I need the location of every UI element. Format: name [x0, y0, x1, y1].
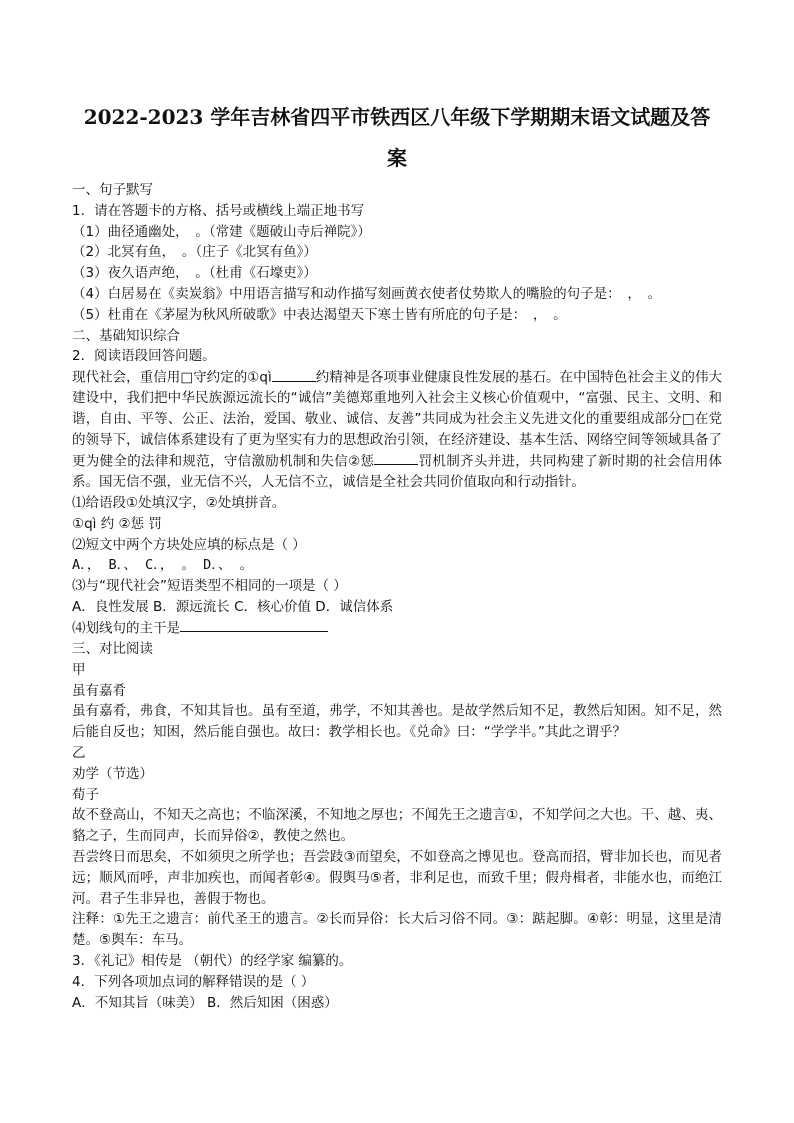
text-b-paragraph-2: 吾尝终日而思矣，不如须臾之所学也；吾尝跂③而望矣，不如登高之博见也。登高而招，臂非加长也，而见者远；顺风而呼，声非加疾也，而闻者彰④。假舆马⑤者，非利足也，而致千里；假舟楫者，非能水也，而绝江河。君子生非异也，善假于物也。 — [72, 849, 722, 907]
text-b-title: 劝学（节选） — [72, 765, 153, 782]
sub-question-2-options: A．， B．、 C．， 。 D．、 。 — [72, 557, 254, 574]
question-1-stem: 1．请在答题卡的方格、括号或横线上端正地书写 — [72, 202, 365, 219]
question-1-item-1: （1）曲径通幽处， 。（常建《题破山寺后禅院》） — [72, 223, 371, 240]
document-title: 2022-2023 学年吉林省四平市铁西区八年级下学期期末语文试题及答 — [83, 105, 711, 129]
answer-line — [180, 618, 328, 633]
reading-passage — [72, 367, 722, 493]
document-title-continued: 案 — [387, 146, 407, 170]
passage-part-2: 约精神是各项事业健康良性发展的基石。在中国特色社会主义的伟大建设中，我们把中华民族源远流长的“诚信”美德郑重地列入社会主义核心价值观中，“富强、民主、文明、和谐，自由、平等、公正、法治，爱国、敬业、诚信、友善”共同成为社会主义先进文化的重要组成部分□在党的领导下，诚信体系建设有了更为坚实有力的思想政治引领，在经济建设、基本生活、网络空间等领域具备了更为健全的法律和规范，守信激励机制和失信②惩 — [72, 369, 723, 470]
section-heading-dictation: 一、句子默写 — [72, 182, 153, 198]
sub-question-2: ⑵短文中两个方块处应填的标点是（ ） — [72, 536, 306, 553]
passage-part-1: 现代社会，重信用□守约定的①qì — [72, 369, 272, 386]
text-a-label: 甲 — [72, 661, 86, 678]
question-4: 4．下列各项加点词的解释错误的是（ ） — [72, 973, 315, 990]
question-3: 3．《礼记》相传是 （朝代）的经学家 编纂的。 — [72, 952, 353, 969]
question-1-item-2: （2）北冥有鱼， 。（庄子《北冥有鱼》） — [72, 244, 317, 261]
text-b-paragraph-1: 故不登高山，不知天之高也；不临深溪，不知地之厚也；不闻先王之遗言①，不知学问之大也。干、越、夷、貉之子，生而同声，长而异俗②，教使之然也。 — [72, 807, 722, 845]
fill-blank-2 — [374, 451, 418, 466]
sub-question-1-answer: ①qì 约 ②惩 罚 — [72, 515, 162, 532]
sub-question-4-text: ⑷划线句的主干是 — [72, 620, 180, 637]
text-a-body: 虽有嘉肴，弗食，不知其旨也。虽有至道，弗学，不知其善也。是故学然后知不足，教然后知困。知不足，然后能自反也；知困，然后能自强也。故曰：教学相长也。《兑命》曰：“学学半。”其此之谓乎？ — [72, 703, 722, 741]
sub-question-1: ⑴给语段①处填汉字，②处填拼音。 — [72, 494, 286, 511]
question-1-item-4: （4）白居易在《卖炭翁》中用语言描写和动作描写刻画黄衣使者仗势欺人的嘴脸的句子是： ， 。 — [72, 285, 662, 302]
fill-blank-1 — [272, 367, 316, 382]
text-b-label: 乙 — [72, 745, 86, 762]
sub-question-4 — [72, 618, 722, 639]
question-2-stem: 2．阅读语段回答问题。 — [72, 348, 216, 365]
question-4-options: A．不知其旨（味美） B．然后知困（困惑） — [72, 994, 338, 1011]
section-heading-basics: 二、基础知识综合 — [72, 327, 180, 344]
question-1-item-3: （3）夜久语声绝， 。（杜甫《石壕吏》） — [72, 265, 317, 282]
document-body — [72, 180, 722, 1013]
text-a-title: 虽有嘉肴 — [72, 682, 126, 699]
text-b-author: 荀子 — [72, 786, 99, 803]
section-heading-comparative-reading: 三、对比阅读 — [72, 641, 153, 658]
sub-question-3: ⑶与“现代社会”短语类型不相同的一项是（ ） — [72, 578, 347, 595]
sub-question-3-options: A．良性发展 B．源远流长 C．核心价值 D．诚信体系 — [72, 598, 394, 615]
question-1-item-5: （5）杜甫在《茅屋为秋风所破歌》中表达渴望天下寒士皆有所庇的句子是： ， 。 — [72, 306, 567, 323]
passage-part-3: 罚机制齐头并进，共同构建了新时期的社会信用体系。国无信不强，业无信不兴，人无信不立，诚信是全社会共同价值取向和行动指针。 — [72, 453, 723, 491]
text-b-notes: 注释：①先王之遗言：前代圣王的遗言。②长而异俗：长大后习俗不同。③：踮起脚。④彰：明显，这里是清楚。⑤舆车：车马。 — [72, 911, 722, 949]
